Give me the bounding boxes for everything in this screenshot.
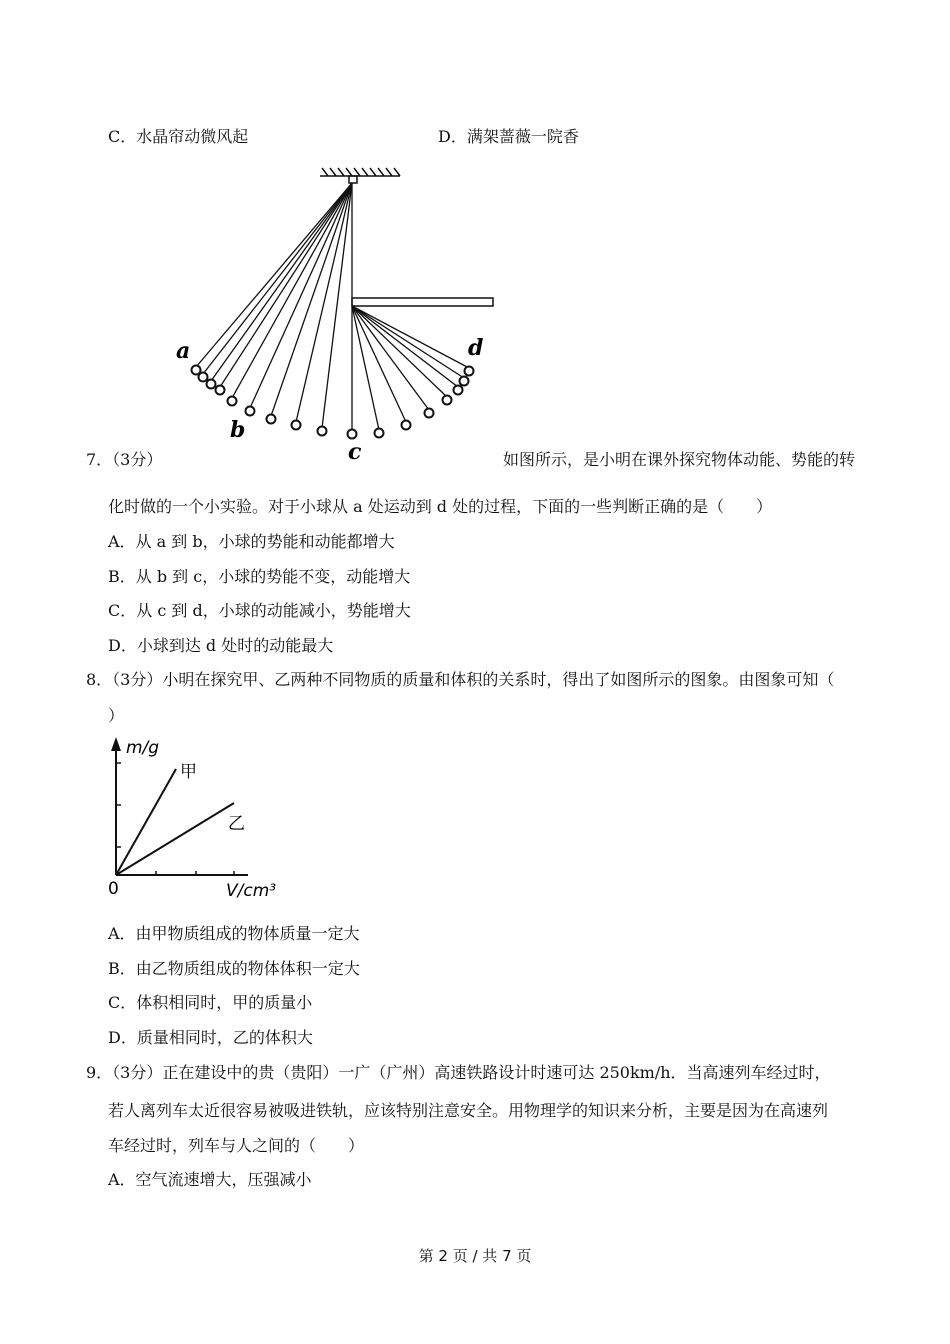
x-axis-label: V/cm³ <box>226 881 277 901</box>
q7-stem-line2: 化时做的一个小实验。对于小球从 a 处运动到 d 处的过程，下面的一些判断正确的是（ ） <box>108 497 773 516</box>
line-label-yi: 乙 <box>228 814 245 834</box>
y-axis-arrow <box>111 737 121 751</box>
q9-line3: 车经过时，列车与人之间的（ ） <box>108 1136 365 1155</box>
mass-volume-graph <box>100 733 300 903</box>
strings-right <box>352 306 469 430</box>
q8-stem-line1: 8．（3分）小明在探究甲、乙两种不同物质的质量和体积的关系时，得出了如图所示的图象。由图象可知（ <box>86 670 835 689</box>
label-c: c <box>348 439 362 465</box>
q8-stem-line2: ） <box>108 706 125 725</box>
option-c-prev: C．水晶帘动微风起 <box>108 127 249 146</box>
line-yi <box>116 803 234 875</box>
q7-option-c: C．从 c 到 d，小球的动能减小，势能增大 <box>108 601 411 620</box>
q8-option-a: A．由甲物质组成的物体质量一定大 <box>108 924 360 943</box>
page-footer: 第 2 页 / 共 7 页 <box>418 1247 532 1265</box>
y-axis-label: m/g <box>126 738 160 758</box>
ceiling-support <box>320 168 400 183</box>
origin-label: 0 <box>108 879 119 899</box>
peg-rod <box>352 298 493 306</box>
q7-number: 7．（3分） <box>86 450 163 469</box>
label-b: b <box>230 417 246 443</box>
q7-stem-line1: 如图所示，是小明在课外探究物体动能、势能的转 <box>503 450 856 469</box>
q9-line1: 9．（3分）正在建设中的贵（贵阳）一广（广州）高速铁路设计时速可达 250km/h．当高速列车经过时， <box>86 1063 831 1082</box>
q7-option-a: A．从 a 到 b，小球的势能和动能都增大 <box>108 532 395 551</box>
q9-line2: 若人离列车太近很容易被吸进铁轨，应该特别注意安全。用物理学的知识来分析，主要是因为在高速列 <box>108 1101 829 1120</box>
pendulum-figure <box>0 0 950 470</box>
option-d-prev: D．满架蔷薇一院香 <box>438 127 579 146</box>
label-a: a <box>176 338 191 364</box>
q8-option-b: B．由乙物质组成的物体体积一定大 <box>108 959 360 978</box>
q9-option-a: A．空气流速增大，压强减小 <box>108 1170 312 1189</box>
q8-option-c: C．体积相同时，甲的质量小 <box>108 993 313 1012</box>
q7-option-b: B．从 b 到 c，小球的势能不变，动能增大 <box>108 567 411 586</box>
label-d: d <box>468 335 484 361</box>
line-label-jia: 甲 <box>180 762 197 782</box>
q8-option-d: D．质量相同时，乙的体积大 <box>108 1028 313 1047</box>
line-jia <box>116 769 176 875</box>
q7-option-d: D．小球到达 d 处时的动能最大 <box>108 636 334 655</box>
